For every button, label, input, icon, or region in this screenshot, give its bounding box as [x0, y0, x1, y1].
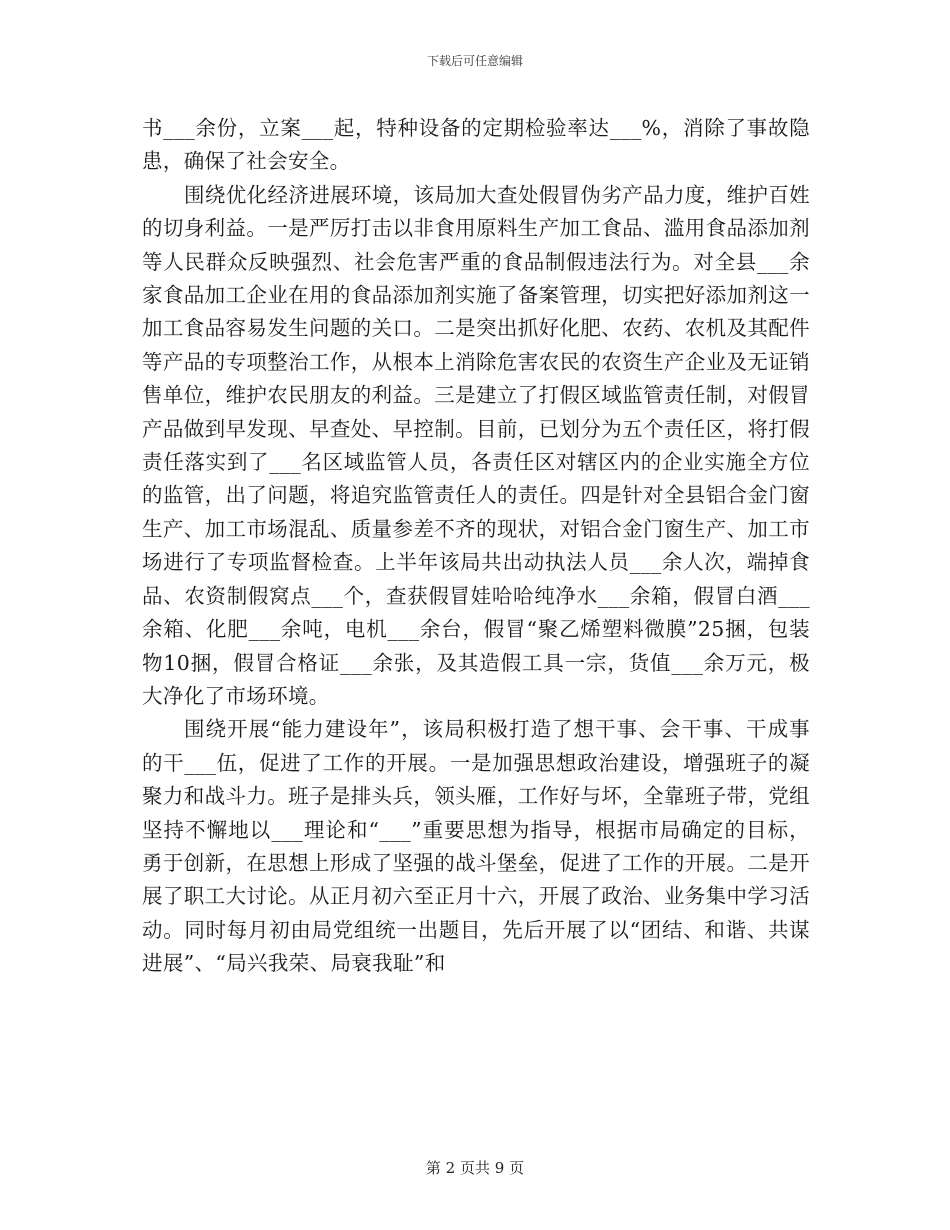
page-footer: 第 2 页共 9 页: [425, 1159, 525, 1177]
paragraph-2: 围绕优化经济进展环境，该局加大查处假冒伪劣产品力度，维护百姓的切身利益。一是严厉打击以非食用原料生产加工食品、滥用食品添加剂等人民群众反映强烈、社会危害严重的食品制假违法行为。对全县___余家食品加工企业在用的食品添加剂实施了备案管理，切实把好添加剂这一加工食品容易发生问题的关口。二是突出抓好化肥、农药、农机及其配件等产品的专项整治工作，从根本上消除危害农民的农资生产企业及无证销售单位，维护农民朋友的利益。三是建立了打假区域监管责任制，对假冒产品做到早发现、早查处、早控制。目前，已划分为五个责任区，将打假责任落实到了___名区域监管人员，各责任区对辖区内的企业实施全方位的监管，出了问题，将追究监管责任人的责任。四是针对全县铝合金门窗生产、加工市场混乱、质量参差不齐的现状，对铝合金门窗生产、加工市场进行了专项监督检查。上半年该局共出动执法人员___余人次，端掉食品、农资制假窝点___个，查获假冒娃哈哈纯净水___余箱，假冒白酒___余箱、化肥___余吨，电机___余台，假冒“聚乙烯塑料微膜”25捆，包装物10捆，假冒合格证___余张，及其造假工具一宗，货值___余万元，极大净化了市场环境。: [142, 182, 810, 708]
paragraph-3: 围绕开展“能力建设年”，该局积极打造了想干事、会干事、干成事的干___伍，促进了工作的开展。一是加强思想政治建设，增强班子的凝聚力和战斗力。班子是排头兵，领头雁，工作好与坏，全靠班子带，党组坚持不懈地以___理论和“___”重要思想为指导，根据市局确定的目标，勇于创新，在思想上形成了坚强的战斗堡垒，促进了工作的开展。二是开展了职工大讨论。从正月初六至正月十六，开展了政治、业务集中学习活动。同时每月初由局党组统一出题目，先后开展了以“团结、和谐、共谋进展”、“局兴我荣、局衰我耻”和: [142, 717, 810, 976]
paragraph-1: 书___余份，立案___起，特种设备的定期检验率达___%，消除了事故隐患，确保了社会安全。: [142, 116, 810, 174]
document-body: [142, 112, 810, 981]
page-header: 下载后可任意编辑: [426, 54, 523, 68]
